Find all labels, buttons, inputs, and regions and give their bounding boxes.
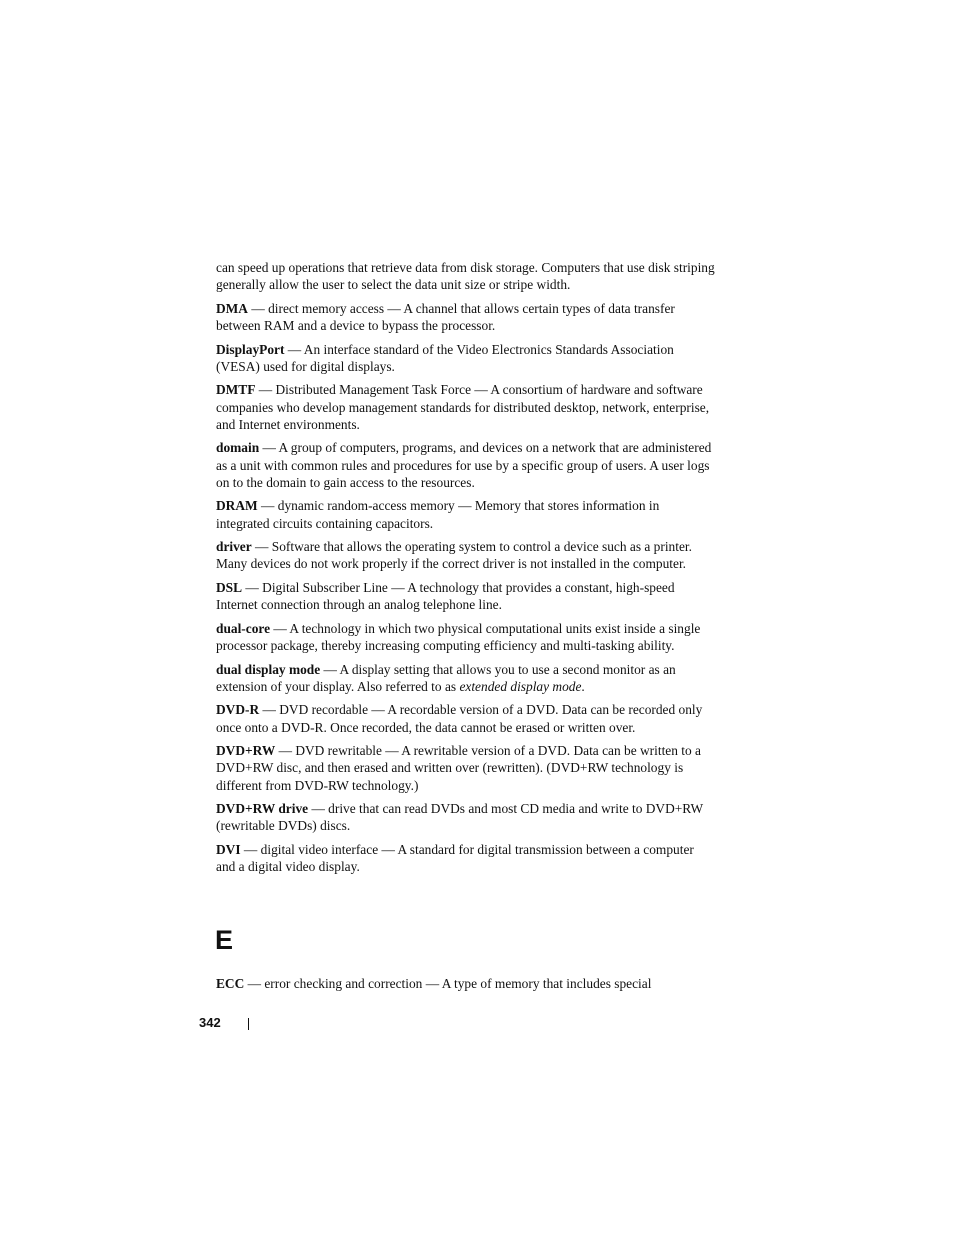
- glossary-body: [216, 259, 716, 882]
- entry-definition: — Digital Subscriber Line — A technology that provides a constant, high-speed Internet connection through an analog telephone line.: [216, 579, 675, 613]
- entry-definition: — drive that can read DVDs and most CD media and write to DVD+RW (rewritable DVDs) discs.: [216, 801, 703, 834]
- entry-term: ECC: [216, 976, 245, 992]
- glossary-entry-domain: [216, 439, 716, 491]
- entry-definition: — An interface standard of the Video Electronics Standards Association (VESA) used for digital displays.: [216, 341, 674, 374]
- entry-definition-end: .: [581, 678, 585, 694]
- glossary-entry-dma: [216, 300, 716, 334]
- footer-divider: [248, 1018, 249, 1030]
- entry-definition-italic: extended display mode: [459, 678, 582, 694]
- entry-definition: — digital video interface — A standard for digital transmission between a computer and a digital video display.: [216, 841, 694, 875]
- entry-term: DVD-R: [216, 702, 260, 718]
- entry-term: DSL: [216, 579, 243, 595]
- glossary-entry-dual-display-mode: [216, 661, 716, 695]
- entry-definition: — A group of computers, programs, and devices on a network that are administered as a unit with common rules and procedures for use by a specific group of users. A user logs on to the domain to gain access to the resources.: [216, 440, 712, 490]
- glossary-entry-dram: [216, 497, 716, 531]
- entry-definition: — A display setting that allows you to use a second monitor as an extension of your display. Also referred to as: [216, 661, 676, 694]
- entry-term: DVD+RW: [216, 743, 276, 759]
- entry-definition: — Software that allows the operating system to control a device such as a printer. Many devices do not work properly if the correct driver is not installed in the computer.: [216, 539, 692, 572]
- entry-term: DisplayPort: [216, 341, 285, 357]
- entry-definition: — A technology in which two physical computational units exist inside a single processor package, thereby increasing computing efficiency and multi-tasking ability.: [216, 620, 701, 653]
- entry-definition: — direct memory access — A channel that allows certain types of data transfer between RAM and a device to bypass the processor.: [216, 300, 675, 333]
- glossary-entry-dual-core: [216, 620, 716, 654]
- glossary-entry-dvd-rw-drive: [216, 800, 716, 834]
- entry-term: DVI: [216, 841, 241, 857]
- entry-definition: — error checking and correction — A type of memory that includes special: [244, 976, 652, 992]
- glossary-entry-dmtf: [216, 381, 716, 433]
- entry-term: DRAM: [216, 498, 258, 514]
- continuation-paragraph: can speed up operations that retrieve data from disk storage. Computers that use disk striping generally allow the user to select the data unit size or stripe width.: [216, 260, 715, 293]
- page-number: 342: [199, 1015, 221, 1030]
- section-heading: E: [215, 925, 234, 955]
- entry-term: dual-core: [216, 620, 271, 636]
- entry-term: DMTF: [216, 382, 256, 398]
- entry-definition: — Distributed Management Task Force — A consortium of hardware and software companies who develop management standards for distributed desktop, network, enterprise, and Internet environments.: [216, 382, 710, 432]
- entry-term: DVD+RW drive: [216, 801, 309, 817]
- entry-term: dual display mode: [216, 661, 321, 677]
- entry-term: DMA: [216, 300, 248, 316]
- glossary-entry-dsl: [216, 579, 716, 613]
- entry-term: driver: [216, 539, 252, 555]
- entry-definition: — DVD recordable — A recordable version of a DVD. Data can be recorded only once onto a DVD-R. Once recorded, the data cannot be erased or written over.: [216, 702, 703, 735]
- entry-definition: — DVD rewritable — A rewritable version of a DVD. Data can be written to a DVD+RW disc, and then erased and written over (rewritten). (DVD+RW technology is different from DVD-RW technology.): [216, 743, 701, 793]
- glossary-entry-dvd-r: [216, 701, 716, 735]
- glossary-entry-displayport: [216, 341, 716, 375]
- glossary-entry-driver: [216, 538, 716, 572]
- entry-term: domain: [216, 440, 260, 456]
- entry-definition: — dynamic random-access memory — Memory that stores information in integrated circuits containing capacitors.: [216, 498, 660, 531]
- glossary-entry-dvd-rw: [216, 742, 716, 794]
- glossary-entry-ecc: [216, 975, 716, 992]
- glossary-entry-dvi: [216, 841, 716, 875]
